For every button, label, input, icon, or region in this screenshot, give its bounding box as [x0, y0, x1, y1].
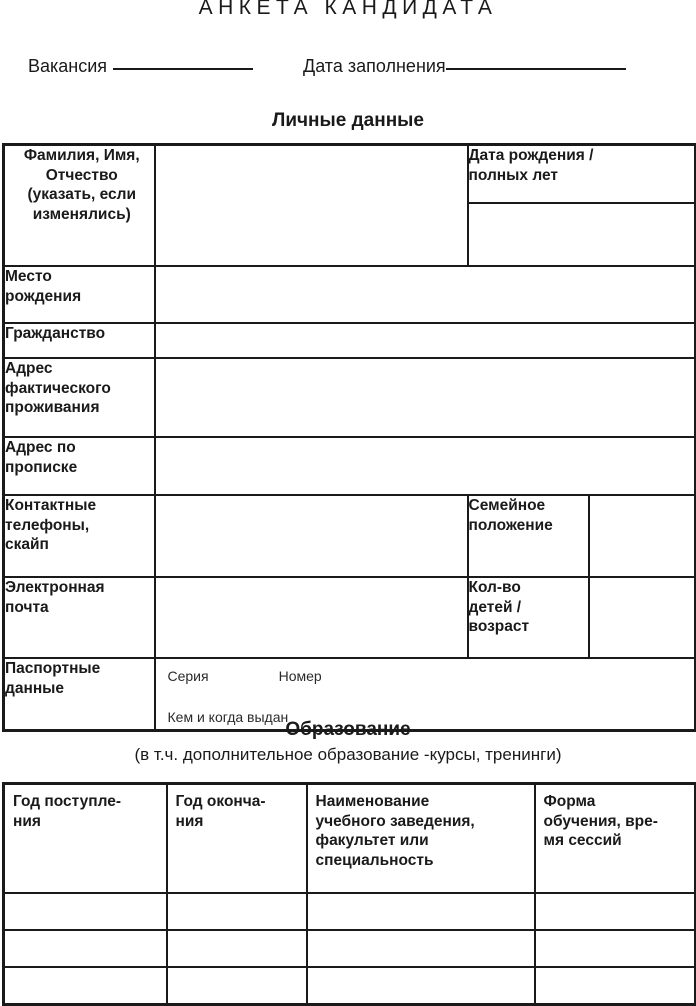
table-row	[4, 495, 696, 577]
passport-number-label: Номер	[278, 668, 322, 684]
cell-institution[interactable]	[307, 893, 535, 930]
value-citizenship[interactable]	[155, 323, 696, 358]
value-birth-date[interactable]	[468, 203, 696, 266]
document-title: АНКЕТА КАНДИДАТА	[198, 0, 498, 19]
table-row	[4, 437, 696, 495]
date-input-rule[interactable]	[446, 56, 626, 70]
value-children-count[interactable]	[589, 577, 696, 658]
cell-institution[interactable]	[307, 967, 535, 1005]
table-row	[4, 930, 696, 967]
label-actual-address: Адрес фактического проживания	[4, 358, 155, 437]
cell-start-year[interactable]	[4, 893, 167, 930]
vacancy-label: Вакансия	[28, 56, 108, 76]
cell-study-form[interactable]	[535, 930, 696, 967]
value-marital-status[interactable]	[589, 495, 696, 577]
vacancy-field-group	[28, 52, 253, 80]
table-row	[4, 323, 696, 358]
table-row	[4, 358, 696, 437]
value-email[interactable]	[155, 577, 468, 658]
label-full-name: Фамилия, Имя, Отчество (указать, если изменялись)	[4, 145, 155, 267]
table-row	[4, 577, 696, 658]
personal-data-heading: Личные данные	[272, 110, 424, 131]
label-birth-date: Дата рождения / полных лет	[468, 145, 696, 204]
table-row	[4, 145, 696, 204]
label-registered-address: Адрес по прописке	[4, 437, 155, 495]
table-row	[4, 266, 696, 323]
table-row	[4, 967, 696, 1005]
education-subheading: (в т.ч. дополнительное образование -курсы, тренинги)	[134, 745, 562, 764]
cell-end-year[interactable]	[167, 930, 307, 967]
passport-serial-label: Серия	[167, 668, 209, 684]
value-actual-address[interactable]	[155, 358, 696, 437]
value-full-name[interactable]	[155, 145, 468, 267]
cell-study-form[interactable]	[535, 893, 696, 930]
table-row	[4, 893, 696, 930]
label-email: Электронная почта	[4, 577, 155, 658]
column-header-institution: Наименование учебного заведения, факультет или специальность	[307, 784, 535, 894]
vacancy-input-rule[interactable]	[113, 56, 253, 70]
cell-start-year[interactable]	[4, 930, 167, 967]
date-field-group	[303, 52, 626, 80]
table-header-row	[4, 784, 696, 894]
label-marital-status: Семейное положение	[468, 495, 589, 577]
cell-institution[interactable]	[307, 930, 535, 967]
label-passport-data: Паспортные данные	[4, 658, 155, 731]
cell-end-year[interactable]	[167, 893, 307, 930]
label-children-count: Кол-во детей / возраст	[468, 577, 589, 658]
passport-issued-label: Кем и когда выдан	[167, 709, 289, 725]
date-label: Дата заполнения	[303, 56, 446, 76]
value-birth-place[interactable]	[155, 266, 696, 323]
personal-data-table	[2, 143, 696, 732]
value-phones-skype[interactable]	[155, 495, 468, 577]
passport-serial-number-line	[168, 667, 322, 685]
label-birth-place: Место рождения	[4, 266, 155, 323]
form-meta-line	[0, 52, 696, 80]
label-phones-skype: Контактные телефоны, скайп	[4, 495, 155, 577]
column-header-start-year: Год поступле- ния	[4, 784, 167, 894]
column-header-end-year: Год оконча- ния	[167, 784, 307, 894]
education-heading: Образование	[285, 719, 411, 740]
value-registered-address[interactable]	[155, 437, 696, 495]
cell-end-year[interactable]	[167, 967, 307, 1005]
cell-start-year[interactable]	[4, 967, 167, 1005]
column-header-study-form: Форма обучения, вре- мя сессий	[535, 784, 696, 894]
cell-study-form[interactable]	[535, 967, 696, 1005]
education-table	[2, 782, 696, 1006]
label-citizenship: Гражданство	[4, 323, 155, 358]
